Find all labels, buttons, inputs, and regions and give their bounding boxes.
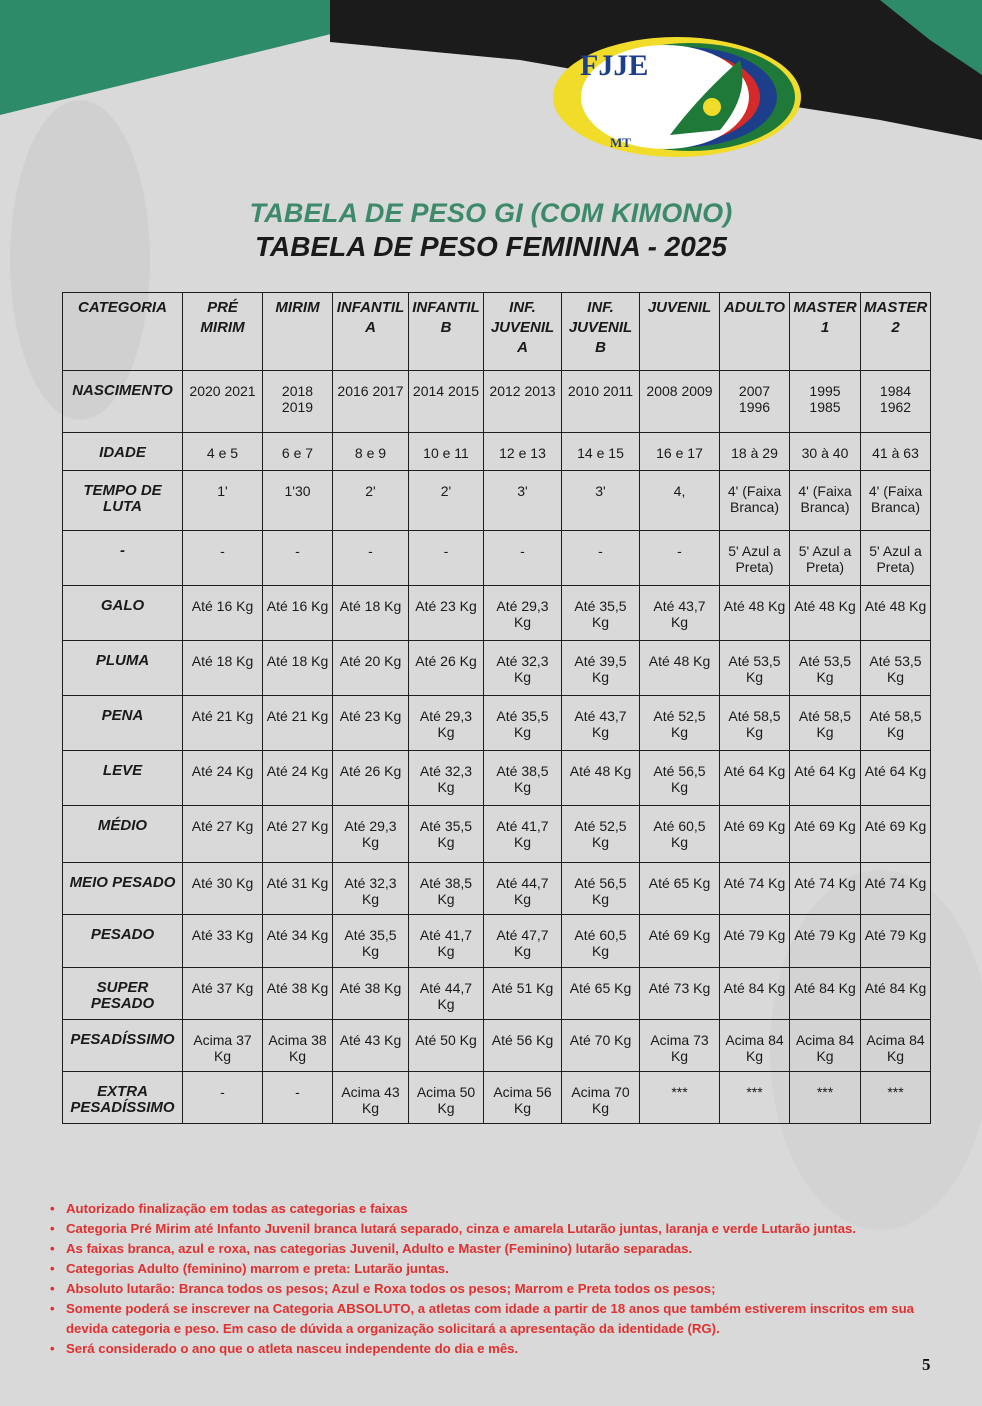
column-header: PRÉ MIRIM bbox=[183, 293, 263, 371]
table-cell: Até 84 Kg bbox=[720, 968, 790, 1020]
column-header: INF. JUVENIL B bbox=[562, 293, 640, 371]
table-cell: 2020 2021 bbox=[183, 371, 263, 433]
table-cell: Até 21 Kg bbox=[263, 696, 333, 751]
table-cell: 4, bbox=[640, 471, 720, 531]
table-cell: - bbox=[333, 531, 409, 586]
table-cell: 5' Azul a Preta) bbox=[790, 531, 861, 586]
table-row bbox=[63, 531, 931, 586]
table-cell: 16 e 17 bbox=[640, 433, 720, 471]
table-row bbox=[63, 1020, 931, 1072]
table-cell: 8 e 9 bbox=[333, 433, 409, 471]
table-cell: Até 29,3 Kg bbox=[333, 806, 409, 863]
table-cell: Acima 37 Kg bbox=[183, 1020, 263, 1072]
table-row bbox=[63, 1072, 931, 1124]
table-row bbox=[63, 641, 931, 696]
weight-table bbox=[62, 292, 931, 1124]
table-cell: Até 21 Kg bbox=[183, 696, 263, 751]
table-cell: Até 58,5 Kg bbox=[720, 696, 790, 751]
table-cell: 10 e 11 bbox=[409, 433, 484, 471]
table-cell: 14 e 15 bbox=[562, 433, 640, 471]
row-label: SUPER PESADO bbox=[63, 968, 183, 1020]
table-cell: - bbox=[562, 531, 640, 586]
table-cell: Até 64 Kg bbox=[790, 751, 861, 806]
table-cell: Até 31 Kg bbox=[263, 863, 333, 915]
table-cell: Até 56,5 Kg bbox=[640, 751, 720, 806]
table-row bbox=[63, 371, 931, 433]
table-cell: Até 79 Kg bbox=[861, 915, 931, 968]
table-cell: 2008 2009 bbox=[640, 371, 720, 433]
table-row bbox=[63, 968, 931, 1020]
table-cell: Até 48 Kg bbox=[861, 586, 931, 641]
note-item: • Absoluto lutarão: Branca todos os pesos; Azul e Roxa todos os pesos; Marrom e Preta todos os pesos; bbox=[48, 1279, 958, 1299]
row-label: TEMPO DE LUTA bbox=[63, 471, 183, 531]
table-cell: 2' bbox=[409, 471, 484, 531]
table-cell: Até 18 Kg bbox=[183, 641, 263, 696]
table-row bbox=[63, 751, 931, 806]
table-cell: Até 56 Kg bbox=[484, 1020, 562, 1072]
table-cell: 2012 2013 bbox=[484, 371, 562, 433]
table-cell: Até 69 Kg bbox=[790, 806, 861, 863]
page-number: 5 bbox=[922, 1355, 931, 1374]
table-cell: Até 65 Kg bbox=[640, 863, 720, 915]
rules-notes bbox=[48, 1199, 958, 1359]
table-cell: - bbox=[409, 531, 484, 586]
row-label: LEVE bbox=[63, 751, 183, 806]
column-header: MASTER 1 bbox=[790, 293, 861, 371]
table-cell: Até 41,7 Kg bbox=[409, 915, 484, 968]
note-item: • Somente poderá se inscrever na Categoria ABSOLUTO, a atletas com idade a partir de 18 anos que também estiverem inscritos em sua devida categoria e peso. Em caso de dúvida a organização solicitará a apresentação da identidade (RG). bbox=[48, 1299, 958, 1339]
row-label: PESADÍSSIMO bbox=[63, 1020, 183, 1072]
table-cell: Até 29,3 Kg bbox=[409, 696, 484, 751]
table-row bbox=[63, 586, 931, 641]
row-label: NASCIMENTO bbox=[63, 371, 183, 433]
table-cell: Até 48 Kg bbox=[790, 586, 861, 641]
table-cell: Até 26 Kg bbox=[333, 751, 409, 806]
table-cell: Até 16 Kg bbox=[263, 586, 333, 641]
table-cell: Até 32,3 Kg bbox=[333, 863, 409, 915]
table-cell: Até 74 Kg bbox=[861, 863, 931, 915]
table-cell: Até 16 Kg bbox=[183, 586, 263, 641]
table-cell: Até 65 Kg bbox=[562, 968, 640, 1020]
table-cell: Até 37 Kg bbox=[183, 968, 263, 1020]
table-cell: *** bbox=[640, 1072, 720, 1124]
table-row bbox=[63, 863, 931, 915]
table-cell: - bbox=[263, 531, 333, 586]
row-label: IDADE bbox=[63, 433, 183, 471]
table-cell: Até 18 Kg bbox=[263, 641, 333, 696]
table-cell: 5' Azul a Preta) bbox=[861, 531, 931, 586]
table-cell: Até 64 Kg bbox=[861, 751, 931, 806]
row-label: EXTRA PESADÍSSIMO bbox=[63, 1072, 183, 1124]
table-cell: Até 38 Kg bbox=[333, 968, 409, 1020]
table-cell: Até 53,5 Kg bbox=[861, 641, 931, 696]
table-cell: Até 34 Kg bbox=[263, 915, 333, 968]
table-cell: 4' (Faixa Branca) bbox=[790, 471, 861, 531]
note-item: • Categoria Pré Mirim até Infanto Juvenil branca lutará separado, cinza e amarela Lutarão juntas, laranja e verde Lutarão juntas. bbox=[48, 1219, 958, 1239]
table-cell: Acima 84 Kg bbox=[790, 1020, 861, 1072]
table-cell: Até 27 Kg bbox=[183, 806, 263, 863]
column-header: INFANTIL A bbox=[333, 293, 409, 371]
table-cell: Até 39,5 Kg bbox=[562, 641, 640, 696]
table-cell: Até 29,3 Kg bbox=[484, 586, 562, 641]
table-cell: Até 35,5 Kg bbox=[484, 696, 562, 751]
main-title: TABELA DE PESO GI (COM KIMONO) bbox=[249, 198, 733, 228]
table-cell: Até 48 Kg bbox=[640, 641, 720, 696]
table-cell: 2007 1996 bbox=[720, 371, 790, 433]
table-cell: Até 32,3 Kg bbox=[484, 641, 562, 696]
table-cell: *** bbox=[861, 1072, 931, 1124]
table-cell: 1'30 bbox=[263, 471, 333, 531]
table-cell: 3' bbox=[562, 471, 640, 531]
table-cell: Acima 73 Kg bbox=[640, 1020, 720, 1072]
column-header: ADULTO bbox=[720, 293, 790, 371]
table-cell: Até 48 Kg bbox=[720, 586, 790, 641]
table-cell: Acima 43 Kg bbox=[333, 1072, 409, 1124]
table-cell: Até 52,5 Kg bbox=[562, 806, 640, 863]
table-cell: Até 35,5 Kg bbox=[409, 806, 484, 863]
table-cell: 3' bbox=[484, 471, 562, 531]
table-cell: Acima 50 Kg bbox=[409, 1072, 484, 1124]
note-item: • Autorizado finalização em todas as categorias e faixas bbox=[48, 1199, 958, 1219]
table-cell: - bbox=[183, 1072, 263, 1124]
row-label: PLUMA bbox=[63, 641, 183, 696]
table-row bbox=[63, 471, 931, 531]
table-cell: Até 84 Kg bbox=[790, 968, 861, 1020]
table-cell: Até 23 Kg bbox=[409, 586, 484, 641]
table-cell: - bbox=[640, 531, 720, 586]
row-label: GALO bbox=[63, 586, 183, 641]
sub-title: TABELA DE PESO FEMININA - 2025 bbox=[255, 231, 727, 262]
column-header: MIRIM bbox=[263, 293, 333, 371]
table-cell: Até 47,7 Kg bbox=[484, 915, 562, 968]
table-cell: 41 à 63 bbox=[861, 433, 931, 471]
table-cell: 2014 2015 bbox=[409, 371, 484, 433]
table-cell: 4' (Faixa Branca) bbox=[720, 471, 790, 531]
table-cell: Até 60,5 Kg bbox=[562, 915, 640, 968]
table-cell: 2010 2011 bbox=[562, 371, 640, 433]
table-cell: Até 33 Kg bbox=[183, 915, 263, 968]
table-row bbox=[63, 915, 931, 968]
table-cell: Até 18 Kg bbox=[333, 586, 409, 641]
table-row bbox=[63, 696, 931, 751]
table-cell: *** bbox=[720, 1072, 790, 1124]
row-label: PESADO bbox=[63, 915, 183, 968]
column-header: INFANTIL B bbox=[409, 293, 484, 371]
table-cell: Até 24 Kg bbox=[263, 751, 333, 806]
column-header: JUVENIL bbox=[640, 293, 720, 371]
table-cell: - bbox=[484, 531, 562, 586]
table-cell: 4' (Faixa Branca) bbox=[861, 471, 931, 531]
table-cell: 1' bbox=[183, 471, 263, 531]
table-cell: Até 44,7 Kg bbox=[484, 863, 562, 915]
title-block bbox=[0, 198, 982, 263]
column-header: INF. JUVENIL A bbox=[484, 293, 562, 371]
table-cell: Até 48 Kg bbox=[562, 751, 640, 806]
table-cell: Até 27 Kg bbox=[263, 806, 333, 863]
table-cell: 6 e 7 bbox=[263, 433, 333, 471]
table-cell: Até 79 Kg bbox=[720, 915, 790, 968]
svg-text:FJJE: FJJE bbox=[580, 49, 649, 82]
table-cell: Até 52,5 Kg bbox=[640, 696, 720, 751]
table-cell: Acima 38 Kg bbox=[263, 1020, 333, 1072]
table-cell: 1984 1962 bbox=[861, 371, 931, 433]
table-cell: Até 26 Kg bbox=[409, 641, 484, 696]
fjje-emblem-icon bbox=[550, 35, 805, 160]
table-cell: Até 30 Kg bbox=[183, 863, 263, 915]
table-cell: - bbox=[263, 1072, 333, 1124]
table-cell: Até 43 Kg bbox=[333, 1020, 409, 1072]
table-cell: Até 69 Kg bbox=[861, 806, 931, 863]
row-label: PENA bbox=[63, 696, 183, 751]
table-cell: Até 69 Kg bbox=[640, 915, 720, 968]
table-cell: Até 44,7 Kg bbox=[409, 968, 484, 1020]
table-cell: Acima 84 Kg bbox=[861, 1020, 931, 1072]
table-cell: Até 32,3 Kg bbox=[409, 751, 484, 806]
table-cell: Até 58,5 Kg bbox=[861, 696, 931, 751]
table-cell: Acima 56 Kg bbox=[484, 1072, 562, 1124]
column-header: CATEGORIA bbox=[63, 293, 183, 371]
table-header-row bbox=[63, 293, 931, 371]
table-cell: Até 84 Kg bbox=[861, 968, 931, 1020]
table-cell: 2' bbox=[333, 471, 409, 531]
table-cell: Até 60,5 Kg bbox=[640, 806, 720, 863]
table-cell: *** bbox=[790, 1072, 861, 1124]
table-cell: Até 41,7 Kg bbox=[484, 806, 562, 863]
table-cell: Até 43,7 Kg bbox=[640, 586, 720, 641]
table-cell: 4 e 5 bbox=[183, 433, 263, 471]
row-label: MÉDIO bbox=[63, 806, 183, 863]
row-label: - bbox=[63, 531, 183, 586]
table-cell: Até 20 Kg bbox=[333, 641, 409, 696]
table-cell: Até 74 Kg bbox=[720, 863, 790, 915]
row-label: MEIO PESADO bbox=[63, 863, 183, 915]
table-cell: Até 38,5 Kg bbox=[484, 751, 562, 806]
table-cell: Até 24 Kg bbox=[183, 751, 263, 806]
table-cell: 30 à 40 bbox=[790, 433, 861, 471]
table-cell: Até 38 Kg bbox=[263, 968, 333, 1020]
table-cell: Até 43,7 Kg bbox=[562, 696, 640, 751]
table-cell: Acima 70 Kg bbox=[562, 1072, 640, 1124]
table-row bbox=[63, 806, 931, 863]
table-cell: Até 74 Kg bbox=[790, 863, 861, 915]
table-cell: 2016 2017 bbox=[333, 371, 409, 433]
table-cell: Até 53,5 Kg bbox=[720, 641, 790, 696]
table-cell: Até 56,5 Kg bbox=[562, 863, 640, 915]
table-cell: Até 70 Kg bbox=[562, 1020, 640, 1072]
note-item: • Será considerado o ano que o atleta nasceu independente do dia e mês. bbox=[48, 1339, 958, 1359]
table-cell: Até 50 Kg bbox=[409, 1020, 484, 1072]
column-header: MASTER 2 bbox=[861, 293, 931, 371]
table-cell: Até 58,5 Kg bbox=[790, 696, 861, 751]
table-row bbox=[63, 433, 931, 471]
table-cell: Até 35,5 Kg bbox=[562, 586, 640, 641]
table-cell: 18 à 29 bbox=[720, 433, 790, 471]
table-cell: 1995 1985 bbox=[790, 371, 861, 433]
table-cell: 2018 2019 bbox=[263, 371, 333, 433]
table-cell: Até 35,5 Kg bbox=[333, 915, 409, 968]
table-cell: Até 53,5 Kg bbox=[790, 641, 861, 696]
table-cell: Até 38,5 Kg bbox=[409, 863, 484, 915]
note-item: • As faixas branca, azul e roxa, nas categorias Juvenil, Adulto e Master (Feminino) lutarão separadas. bbox=[48, 1239, 958, 1259]
table-cell: Até 23 Kg bbox=[333, 696, 409, 751]
table-cell: Acima 84 Kg bbox=[720, 1020, 790, 1072]
note-item: • Categorias Adulto (feminino) marrom e preta: Lutarão juntas. bbox=[48, 1259, 958, 1279]
table-cell: Até 73 Kg bbox=[640, 968, 720, 1020]
table-cell: Até 79 Kg bbox=[790, 915, 861, 968]
table-cell: 5' Azul a Preta) bbox=[720, 531, 790, 586]
table-cell: Até 51 Kg bbox=[484, 968, 562, 1020]
table-cell: - bbox=[183, 531, 263, 586]
svg-text:MT: MT bbox=[610, 135, 631, 150]
table-cell: Até 69 Kg bbox=[720, 806, 790, 863]
table-cell: Até 64 Kg bbox=[720, 751, 790, 806]
table-cell: 12 e 13 bbox=[484, 433, 562, 471]
